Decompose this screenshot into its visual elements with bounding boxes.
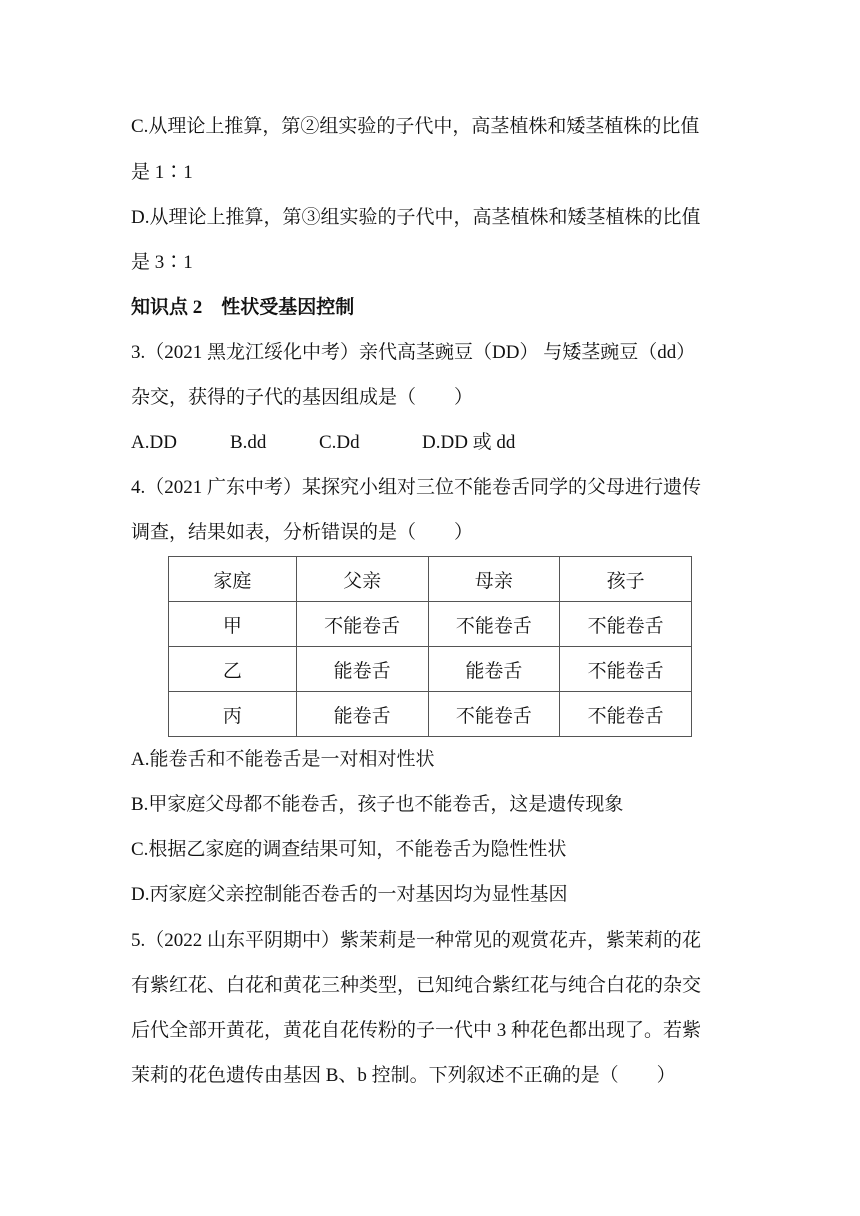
table-cell: 不能卷舌	[428, 692, 560, 737]
q3-stem-line2: 杂交，获得的子代的基因组成是（ ）	[131, 387, 474, 408]
option-c-line1: C.从理论上推算，第②组实验的子代中，高茎植株和矮茎植株的比值	[131, 116, 700, 137]
header-cell: 家庭	[169, 557, 297, 602]
table-cell: 丙	[169, 692, 297, 737]
q3-option-a: A.DD	[131, 432, 177, 453]
table-row	[169, 602, 692, 647]
q5-stem-line4: 茉莉的花色遗传由基因 B、b 控制。下列叙述不正确的是（ ）	[131, 1065, 676, 1086]
table-cell: 乙	[169, 647, 297, 692]
table-cell: 能卷舌	[296, 647, 428, 692]
table-cell: 不能卷舌	[428, 602, 560, 647]
table-row	[169, 692, 692, 737]
table-cell: 甲	[169, 602, 297, 647]
table-cell: 不能卷舌	[560, 647, 692, 692]
q3-option-c: C.Dd	[319, 432, 360, 453]
q4-stem-line1: 4.（2021 广东中考）某探究小组对三位不能卷舌同学的父母进行遗传	[131, 477, 702, 498]
q4-option-b: B.甲家庭父母都不能卷舌，孩子也不能卷舌，这是遗传现象	[131, 794, 624, 815]
q5-stem-line3: 后代全部开黄花，黄花自花传粉的子一代中 3 种花色都出现了。若紫	[131, 1020, 702, 1041]
q4-stem-line2: 调查，结果如表，分析错误的是（ ）	[131, 522, 474, 543]
header-cell: 父亲	[296, 557, 428, 602]
option-d-line2: 是 3∶1	[131, 252, 193, 273]
q3-options	[131, 431, 515, 455]
table-header-row	[169, 557, 692, 602]
q4-option-d: D.丙家庭父亲控制能否卷舌的一对基因均为显性基因	[131, 884, 568, 905]
section-heading: 知识点 2 性状受基因控制	[131, 297, 355, 318]
table-cell: 能卷舌	[296, 692, 428, 737]
q5-stem-line2: 有紫红花、白花和黄花三种类型，已知纯合紫红花与纯合白花的杂交	[131, 975, 702, 996]
option-c-line2: 是 1∶1	[131, 162, 193, 183]
q3-option-b: B.dd	[230, 432, 267, 453]
inheritance-table	[168, 556, 692, 737]
header-cell: 孩子	[560, 557, 692, 602]
option-d-line1: D.从理论上推算，第③组实验的子代中，高茎植株和矮茎植株的比值	[131, 207, 701, 228]
table-cell: 不能卷舌	[560, 692, 692, 737]
table-cell: 能卷舌	[428, 647, 560, 692]
q4-option-a: A.能卷舌和不能卷舌是一对相对性状	[131, 749, 435, 770]
q4-option-c: C.根据乙家庭的调查结果可知，不能卷舌为隐性性状	[131, 839, 567, 860]
q3-option-d: D.DD 或 dd	[422, 432, 516, 453]
header-cell: 母亲	[428, 557, 560, 602]
table-cell: 不能卷舌	[296, 602, 428, 647]
table-row	[169, 647, 692, 692]
q5-stem-line1: 5.（2022 山东平阴期中）紫茉莉是一种常见的观赏花卉，紫茉莉的花	[131, 930, 702, 951]
table-cell: 不能卷舌	[560, 602, 692, 647]
q3-stem-line1: 3.（2021 黑龙江绥化中考）亲代高茎豌豆（DD） 与矮茎豌豆（dd）	[131, 342, 696, 363]
